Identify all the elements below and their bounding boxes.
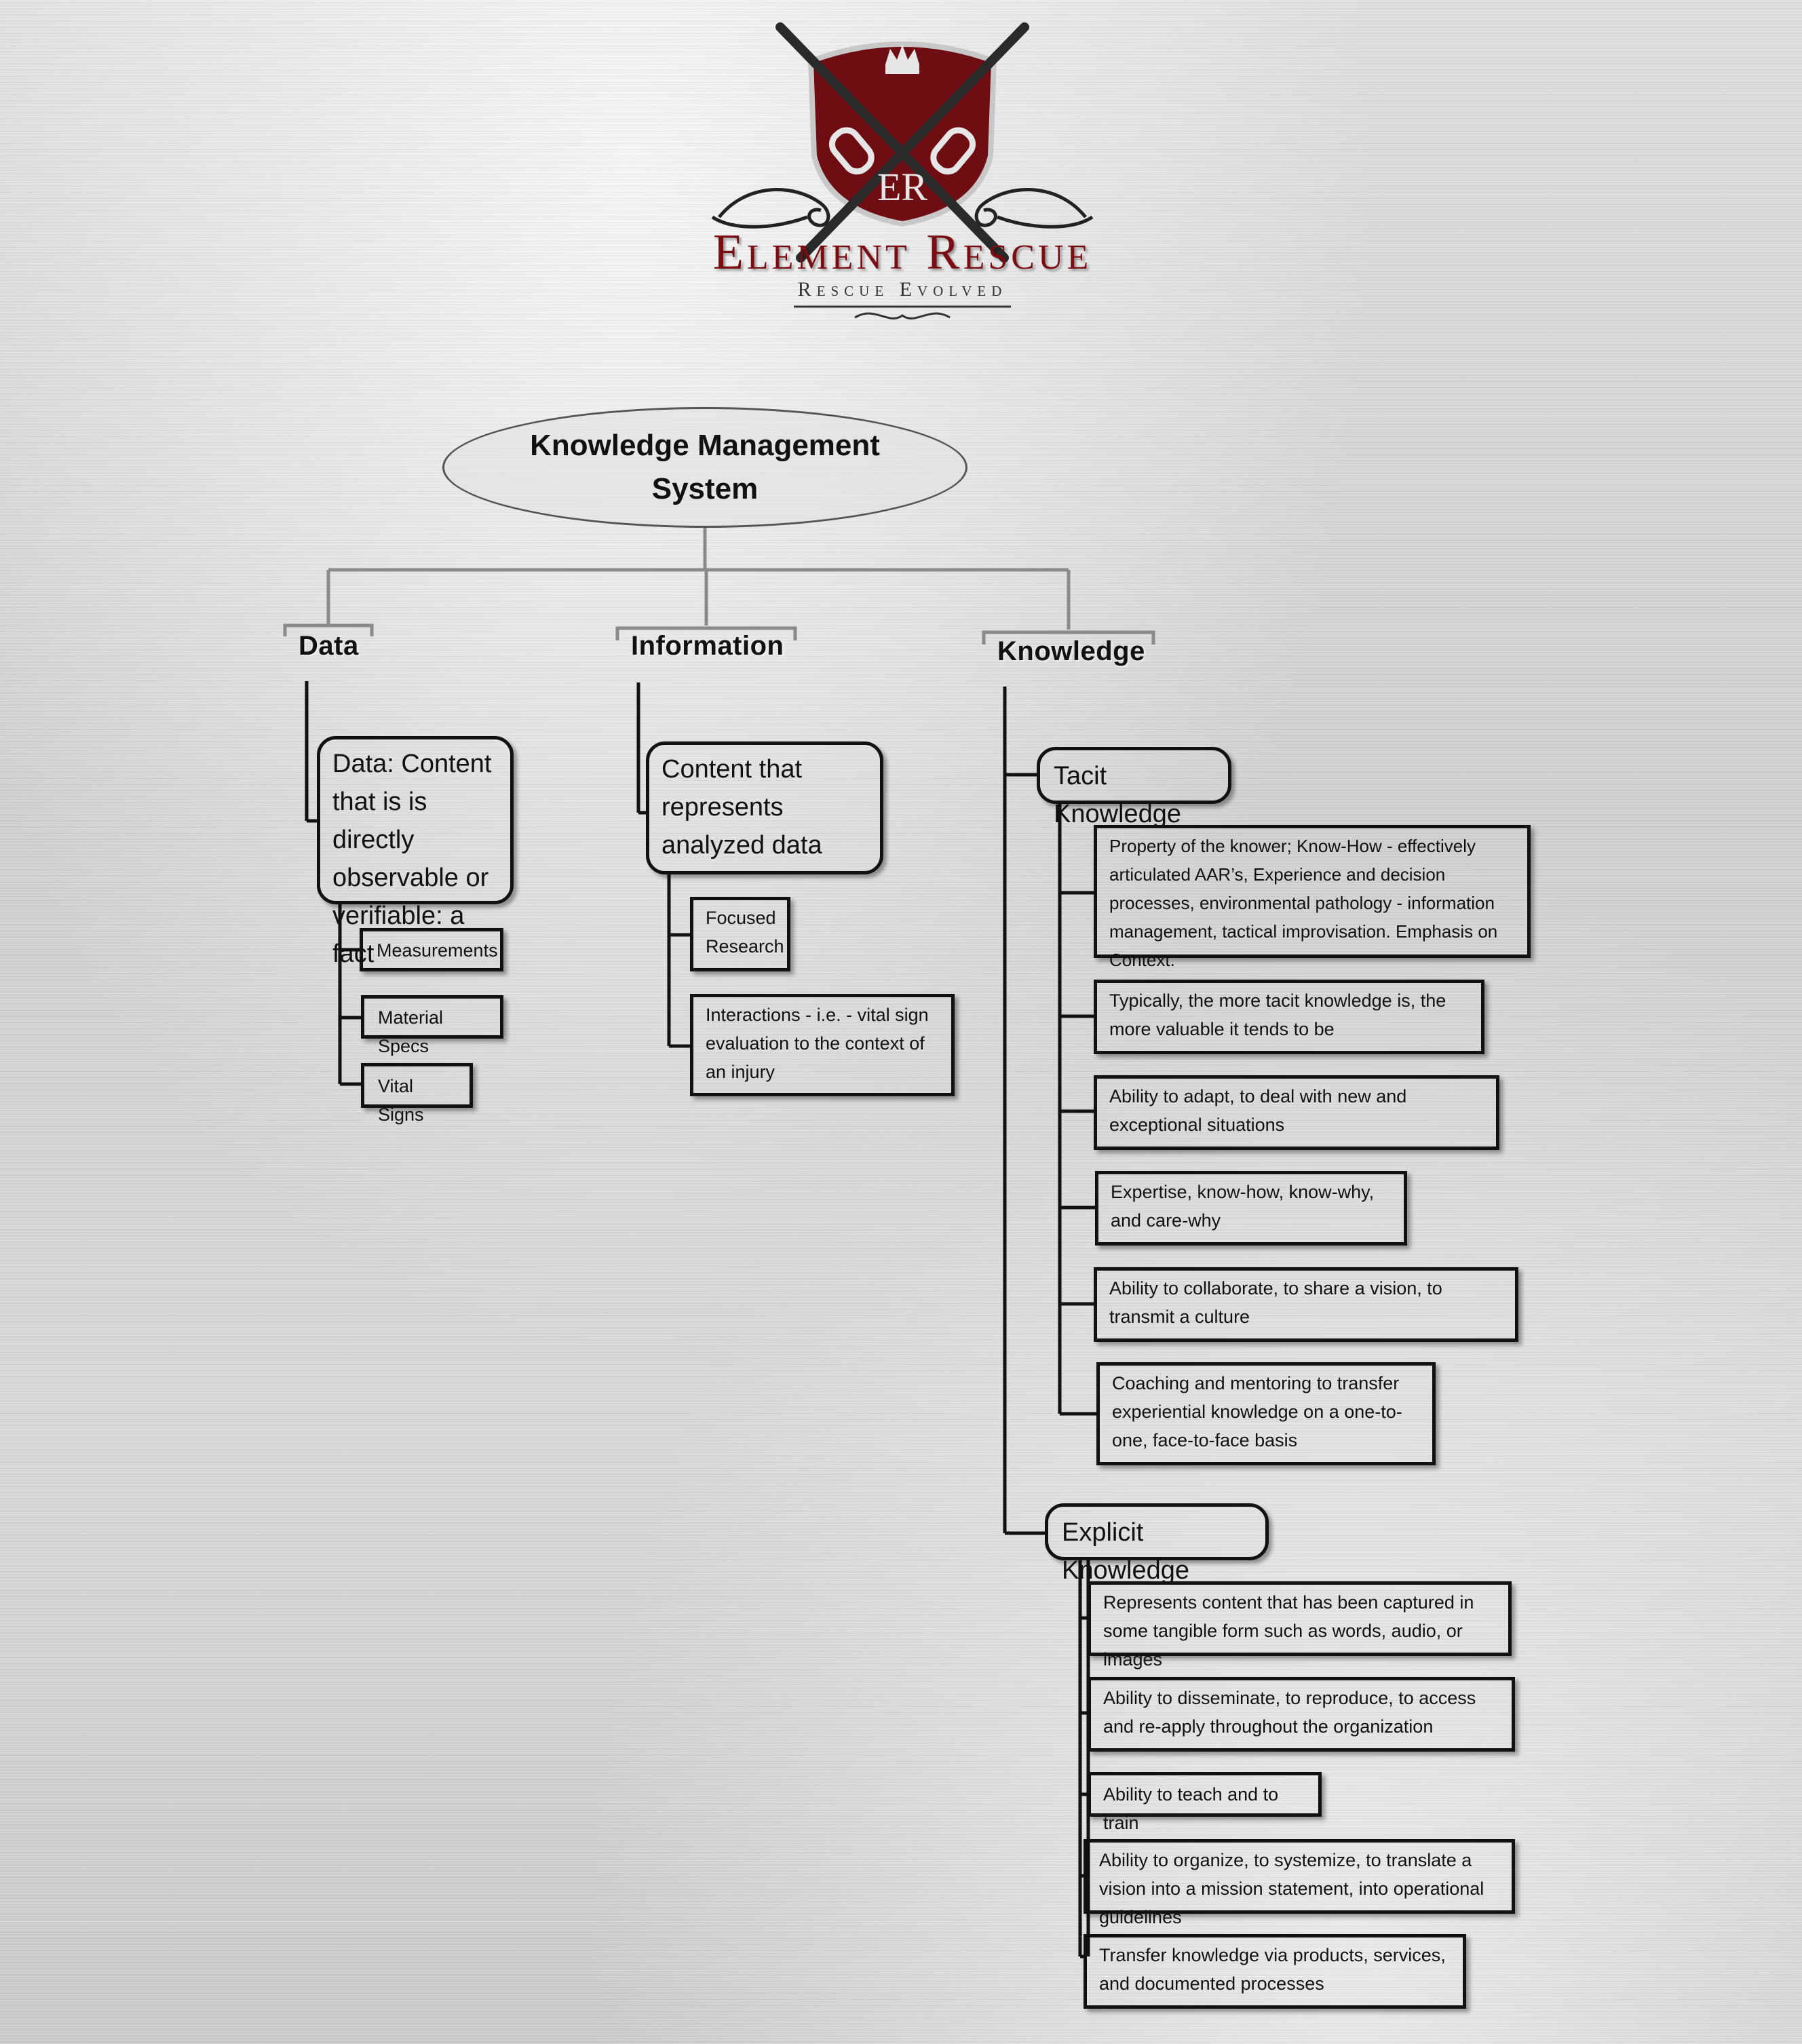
list-item: Ability to organize, to systemize, to translate a vision into a mission statement, into operational guidelines bbox=[1084, 1839, 1515, 1914]
brand-tagline: Rescue Evolved bbox=[797, 278, 1008, 301]
list-item: Coaching and mentoring to transfer experiential knowledge on a one-to-one, face-to-face basis bbox=[1096, 1362, 1436, 1465]
list-item: Typically, the more tacit knowledge is, the more valuable it tends to be bbox=[1094, 980, 1484, 1054]
branch-heading-data: Data bbox=[299, 631, 359, 661]
list-item: Vital Signs bbox=[361, 1063, 473, 1108]
information-definition-box: Content that represents analyzed data bbox=[646, 741, 883, 874]
data-definition-box: Data: Content that is is directly observable or verifiable: a fact bbox=[317, 736, 514, 904]
list-item: Focused Research bbox=[690, 897, 790, 971]
list-item: Represents content that has been captured in some tangible form such as words, audio, or images bbox=[1088, 1581, 1512, 1656]
logo-monogram: ER bbox=[877, 165, 928, 209]
root-node bbox=[442, 407, 967, 528]
tacit-knowledge-box: Tacit Knowledge bbox=[1037, 747, 1231, 804]
list-item: Property of the knower; Know-How - effectively articulated AAR’s, Experience and decision processes, environmental pathology - information management, tactical improvisation. Emphasis on Context. bbox=[1094, 825, 1531, 958]
list-item: Interactions - i.e. - vital sign evaluation to the context of an injury bbox=[690, 994, 955, 1096]
tagline-ornament-icon bbox=[794, 307, 1011, 318]
explicit-knowledge-box: Explicit Knowledge bbox=[1045, 1503, 1269, 1560]
branch-heading-knowledge: Knowledge bbox=[997, 636, 1145, 666]
list-item: Ability to adapt, to deal with new and exceptional situations bbox=[1094, 1075, 1499, 1150]
list-item: Transfer knowledge via products, services, and documented processes bbox=[1084, 1934, 1466, 2009]
list-item: Ability to disseminate, to reproduce, to access and re-apply throughout the organization bbox=[1088, 1677, 1515, 1752]
branch-heading-information: Information bbox=[631, 631, 784, 661]
list-item: Ability to teach and to train bbox=[1088, 1772, 1322, 1817]
list-item: Measurements bbox=[360, 928, 503, 971]
list-item: Ability to collaborate, to share a vision, to transmit a culture bbox=[1094, 1267, 1518, 1342]
list-item: Material Specs bbox=[361, 995, 503, 1039]
brand-name: Element Rescue bbox=[712, 225, 1092, 280]
root-label: Knowledge Management System bbox=[530, 429, 880, 505]
list-item: Expertise, know-how, know-why, and care-why bbox=[1095, 1171, 1407, 1246]
